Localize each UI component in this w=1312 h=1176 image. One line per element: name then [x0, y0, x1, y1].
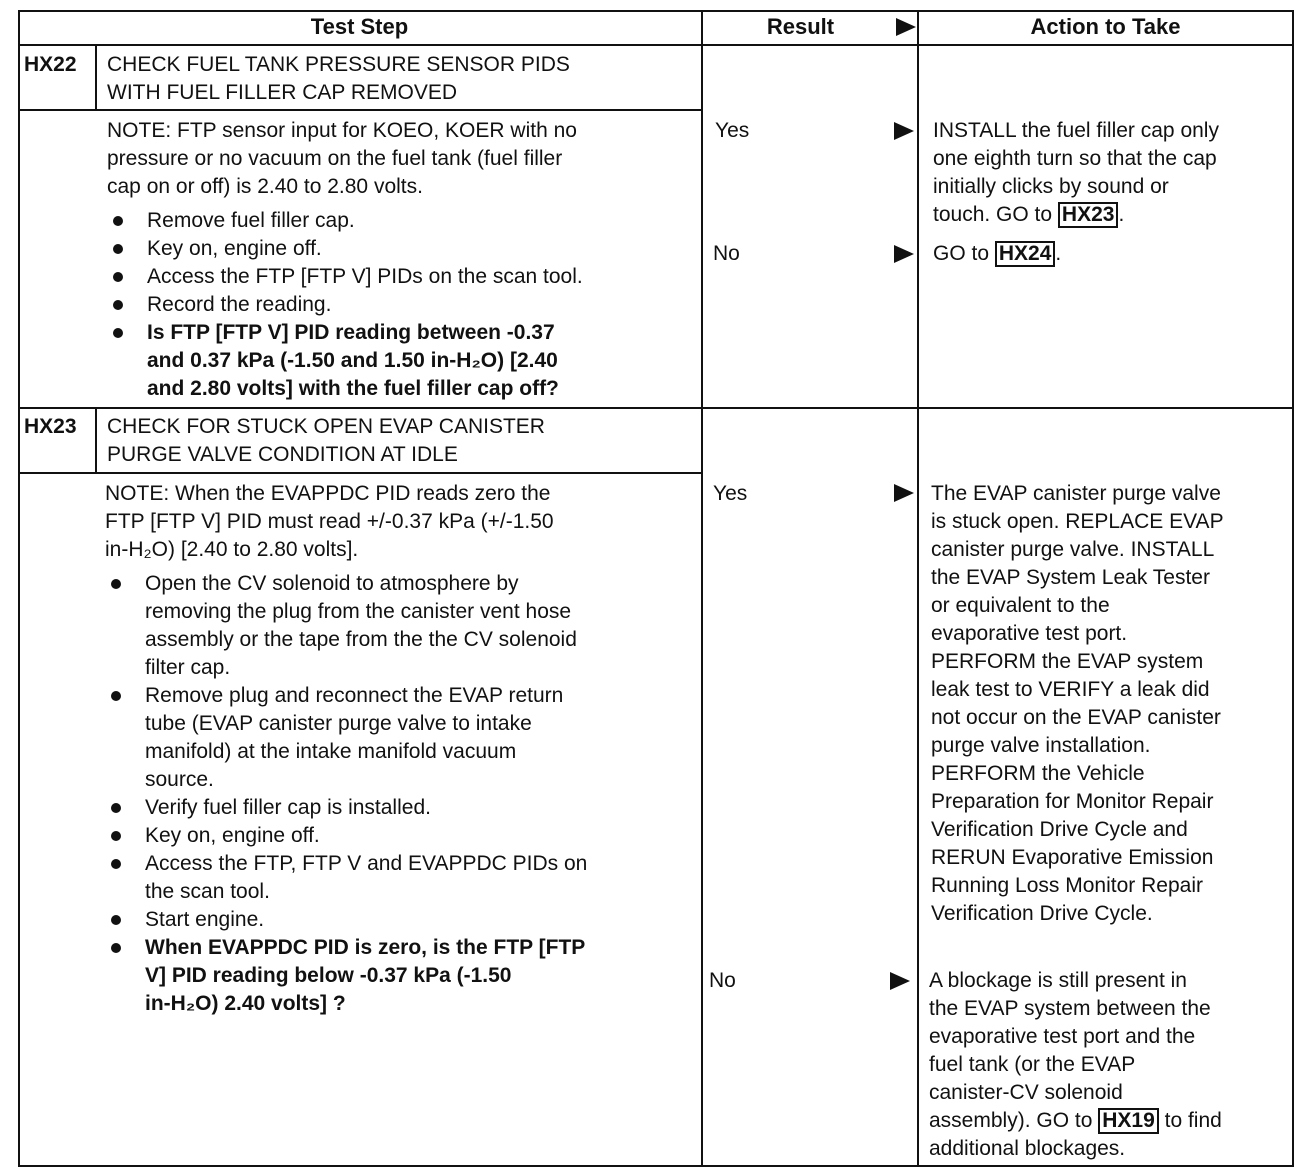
hx22-no-action-text: GO to — [933, 242, 990, 265]
table-border-top — [18, 10, 1294, 12]
hx23-no-arrow-icon — [890, 972, 910, 990]
hx23-no-action-text: to find — [1164, 1109, 1222, 1132]
hx23-yes-action-line: leak test to VERIFY a leak did — [931, 678, 1210, 701]
hx22-step-id: HX22 — [24, 53, 77, 76]
hx23-step-line: removing the plug from the canister vent hose — [145, 600, 572, 623]
hx23-yes-action-line: canister purge valve. INSTALL — [931, 538, 1215, 561]
hx23-note-line: FTP [FTP V] PID must read +/-0.37 kPa (+/-1.50 — [105, 510, 554, 533]
hx23-no-action-line: fuel tank (or the EVAP — [929, 1053, 1136, 1076]
hx22-question-line: and 0.37 kPa (-1.50 and 1.50 in-H₂O) [2.40 — [147, 349, 558, 372]
hx22-yes-action-text: touch. GO to — [933, 203, 1053, 226]
hx22-no-label: No — [713, 242, 740, 265]
hx22-step-item: Remove fuel filler cap. — [107, 207, 583, 235]
hx23-no-action — [929, 967, 1222, 1163]
hx22-yes-action-line: one eighth turn so that the cap — [933, 147, 1217, 170]
hx23-step-item: Key on, engine off. — [105, 822, 587, 850]
hx22-no-arrow-icon — [894, 245, 914, 263]
hx24-reference-link[interactable]: HX24 — [995, 241, 1056, 267]
hx23-no-action-text: assembly). GO to — [929, 1109, 1093, 1132]
hx19-reference-link[interactable]: HX19 — [1098, 1108, 1159, 1134]
hx23-question-line: in-H₂O) 2.40 volts] ? — [145, 992, 346, 1015]
hx22-note — [107, 117, 577, 201]
hx23-question-line: When EVAPPDC PID is zero, is the FTP [FTP — [145, 936, 586, 959]
hx23-step-line: tube (EVAP canister purge valve to intake — [145, 712, 532, 735]
hx23-no-action-line — [929, 1107, 1222, 1135]
hx23-yes-action-line: Preparation for Monitor Repair — [931, 790, 1214, 813]
hx23-note-line: NOTE: When the EVAPPDC PID reads zero the — [105, 482, 551, 505]
hx23-step-item: Verify fuel filler cap is installed. — [105, 794, 587, 822]
hx23-title-rule — [18, 472, 703, 474]
hx23-step-line: manifold) at the intake manifold vacuum — [145, 740, 517, 763]
hx23-yes-action-line: not occur on the EVAP canister — [931, 706, 1221, 729]
hx23-step-line: filter cap. — [145, 656, 231, 679]
hx22-note-line: cap on or off) is 2.40 to 2.80 volts. — [107, 175, 423, 198]
hx22-yes-arrow-icon — [894, 122, 914, 140]
table-border-left — [18, 10, 20, 1167]
hx23-step-item — [105, 570, 587, 682]
hx23-no-action-line: additional blockages. — [929, 1137, 1126, 1160]
hx23-step-item: Start engine. — [105, 906, 587, 934]
table-border-right — [1292, 10, 1294, 1167]
hx22-step-item: Key on, engine off. — [107, 235, 583, 263]
hx23-step-item — [105, 850, 587, 906]
column-divider-result — [701, 10, 703, 1167]
hx22-no-action-period: . — [1055, 242, 1062, 265]
hx22-no-action-line — [933, 240, 1061, 268]
header-arrow-icon — [896, 18, 916, 36]
hx23-yes-action-line: RERUN Evaporative Emission — [931, 846, 1214, 869]
hx23-yes-action — [931, 480, 1224, 928]
hx22-step-list — [107, 207, 583, 403]
hx22-yes-action — [933, 117, 1219, 229]
hx23-yes-action-line: evaporative test port. — [931, 622, 1128, 645]
header-action: Action to Take — [1030, 14, 1181, 39]
hx23-no-action-line: the EVAP system between the — [929, 997, 1211, 1020]
hx23-yes-action-line: PERFORM the EVAP system — [931, 650, 1204, 673]
hx23-yes-action-line: PERFORM the Vehicle — [931, 762, 1145, 785]
hx22-step-item: Record the reading. — [107, 291, 583, 319]
hx22-no-action — [933, 240, 1061, 268]
hx23-yes-action-line: Verification Drive Cycle and — [931, 818, 1188, 841]
hx23-note-line: in-H₂O) [2.40 to 2.80 volts]. — [105, 538, 359, 561]
hx23-id-divider — [95, 407, 97, 473]
hx23-question-line: V] PID reading below -0.37 kPa (-1.50 — [145, 964, 512, 987]
hx22-title — [107, 51, 570, 107]
column-divider-action — [917, 10, 919, 1167]
hx22-step-item: Access the FTP [FTP V] PIDs on the scan tool. — [107, 263, 583, 291]
hx22-yes-label: Yes — [715, 119, 750, 142]
hx22-question-line: Is FTP [FTP V] PID reading between -0.37 — [147, 321, 555, 344]
hx23-step-line: Open the CV solenoid to atmosphere by — [145, 572, 519, 595]
hx22-title-line: CHECK FUEL TANK PRESSURE SENSOR PIDS — [107, 53, 570, 76]
hx23-no-action-line: canister-CV solenoid — [929, 1081, 1123, 1104]
hx23-step-line: the scan tool. — [145, 880, 270, 903]
hx23-step-item — [105, 682, 587, 794]
header-result: Result — [766, 14, 835, 39]
section-rule — [18, 407, 1294, 409]
hx23-step-list — [105, 570, 587, 1018]
hx23-no-action-line: evaporative test port and the — [929, 1025, 1196, 1048]
hx23-step-line: Remove plug and reconnect the EVAP return — [145, 684, 564, 707]
test-step-table — [18, 10, 1294, 1167]
hx23-yes-action-line: The EVAP canister purge valve — [931, 482, 1221, 505]
hx23-step-line: assembly or the tape from the the CV solenoid — [145, 628, 577, 651]
hx22-yes-action-line: initially clicks by sound or — [933, 175, 1169, 198]
hx23-title — [107, 413, 545, 469]
hx23-no-label: No — [709, 969, 736, 992]
hx22-question-line: and 2.80 volts] with the fuel filler cap off? — [147, 377, 559, 400]
hx22-title-line: WITH FUEL FILLER CAP REMOVED — [107, 81, 458, 104]
header-test-step: Test Step — [310, 14, 409, 39]
hx22-note-line: pressure or no vacuum on the fuel tank (fuel filler — [107, 147, 563, 170]
hx23-title-line: CHECK FOR STUCK OPEN EVAP CANISTER — [107, 415, 545, 438]
header-rule — [18, 44, 1294, 46]
hx22-yes-action-line: INSTALL the fuel filler cap only — [933, 119, 1219, 142]
hx23-note — [105, 480, 554, 564]
hx22-question — [107, 319, 583, 403]
hx23-title-line: PURGE VALVE CONDITION AT IDLE — [107, 443, 458, 466]
table-border-bottom — [18, 1165, 1294, 1167]
hx23-yes-action-line: purge valve installation. — [931, 734, 1151, 757]
hx22-note-line: NOTE: FTP sensor input for KOEO, KOER with no — [107, 119, 577, 142]
hx23-step-line: source. — [145, 768, 214, 791]
hx22-yes-action-period: . — [1118, 203, 1125, 226]
hx23-yes-action-line: or equivalent to the — [931, 594, 1110, 617]
hx23-yes-label: Yes — [713, 482, 748, 505]
hx22-yes-action-line — [933, 201, 1219, 229]
hx23-yes-action-line: Running Loss Monitor Repair — [931, 874, 1203, 897]
hx23-yes-arrow-icon — [894, 484, 914, 502]
hx23-yes-action-line: the EVAP System Leak Tester — [931, 566, 1210, 589]
hx22-title-rule — [18, 109, 703, 111]
hx23-yes-action-line: Verification Drive Cycle. — [931, 902, 1153, 925]
hx23-reference-link[interactable]: HX23 — [1058, 202, 1119, 228]
hx23-step-id: HX23 — [24, 415, 77, 438]
hx23-question — [105, 934, 587, 1018]
hx23-step-line: Access the FTP, FTP V and EVAPPDC PIDs on — [145, 852, 588, 875]
hx22-id-divider — [95, 44, 97, 110]
hx23-yes-action-line: is stuck open. REPLACE EVAP — [931, 510, 1224, 533]
hx23-no-action-line: A blockage is still present in — [929, 969, 1187, 992]
